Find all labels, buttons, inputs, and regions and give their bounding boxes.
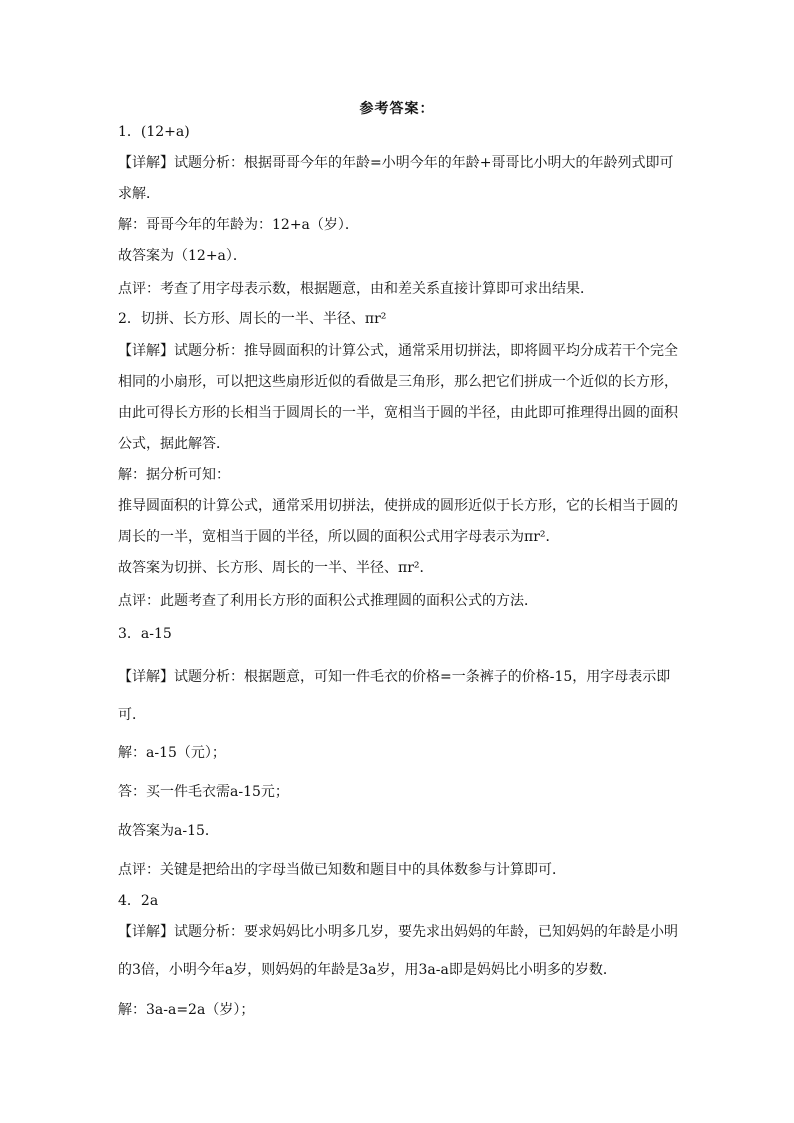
- answer-line: 推导圆面积的计算公式，通常采用切拼法，使拼成的圆形近似于长方形，它的长相当于圆的: [118, 498, 678, 514]
- answer-line: 【详解】试题分析：推导圆面积的计算公式，通常采用切拼法，即将圆平均分成若干个完全: [118, 343, 678, 359]
- answer-line: 1．(12+a): [118, 124, 190, 140]
- answer-line: 点评：考查了用字母表示数，根据题意，由和差关系直接计算即可求出结果．: [118, 281, 594, 297]
- answer-key-title: 参考答案：: [359, 101, 435, 117]
- answer-line: 周长的一半，宽相当于圆的半径，所以圆的面积公式用字母表示为πr²．: [118, 529, 560, 545]
- answer-line: 可．: [118, 707, 146, 723]
- answer-line: 点评：此题考查了利用长方形的面积公式推理圆的面积公式的方法．: [118, 593, 538, 609]
- answer-line: 【详解】试题分析：根据题意，可知一件毛衣的价格=一条裤子的价格-15，用字母表示即: [118, 669, 671, 685]
- answer-line: 解：据分析可知：: [118, 467, 230, 483]
- answer-line: 解：a-15（元）；: [118, 745, 226, 761]
- answer-line: 解：3a-a=2a（岁）；: [118, 1002, 255, 1018]
- answer-line: 【详解】试题分析：根据哥哥今年的年龄=小明今年的年龄+哥哥比小明大的年龄列式即可: [118, 155, 674, 171]
- answer-line: 求解．: [118, 186, 160, 202]
- answer-line: 点评：关键是把给出的字母当做已知数和题目中的具体数参与计算即可．: [118, 862, 566, 878]
- answer-line: 由此可得长方形的长相当于圆周长的一半，宽相当于圆的半径，由此即可推理得出圆的面积: [118, 405, 678, 421]
- answer-line: 4．2a: [118, 893, 159, 909]
- answer-line: 3．a-15: [118, 626, 172, 642]
- answer-line: 的3倍，小明今年a岁，则妈妈的年龄是3a岁，用3a-a即是妈妈比小明多的岁数．: [118, 962, 617, 978]
- answer-line: 答：买一件毛衣需a-15元；: [118, 784, 289, 800]
- answer-line: 故答案为切拼、长方形、周长的一半、半径、πr²．: [118, 560, 434, 576]
- answer-line: 相同的小扇形，可以把这些扇形近似的看做是三角形，那么把它们拼成一个近似的长方形，: [118, 374, 678, 390]
- answer-line: 故答案为（12+a）．: [118, 248, 247, 264]
- answer-line: 故答案为a-15．: [118, 823, 219, 839]
- answer-line: 解：哥哥今年的年龄为：12+a（岁）．: [118, 217, 359, 233]
- answer-line: 2．切拼、长方形、周长的一半、半径、πr²: [118, 311, 387, 327]
- answer-line: 公式，据此解答．: [118, 436, 230, 452]
- answer-line: 【详解】试题分析：要求妈妈比小明多几岁，要先求出妈妈的年龄，已知妈妈的年龄是小明: [118, 924, 678, 940]
